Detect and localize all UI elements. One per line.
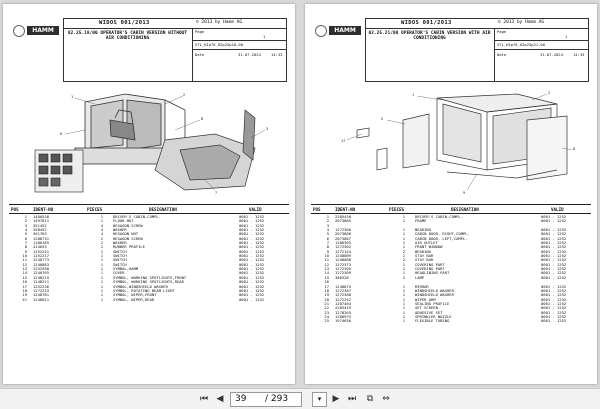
row-pos: 12 bbox=[324, 261, 329, 267]
svg-text:8: 8 bbox=[201, 117, 204, 121]
wirtgen-seal-icon bbox=[13, 25, 25, 37]
row-pos: 11 bbox=[22, 257, 27, 263]
row-designation: SWITCH bbox=[113, 257, 127, 263]
row-ident: 1272144 bbox=[335, 248, 352, 254]
row-pos: 23 bbox=[324, 309, 329, 315]
row-pieces: 1 bbox=[402, 218, 405, 224]
row-ident: 414653 bbox=[33, 244, 47, 250]
row-valid: 0001 - 1252 bbox=[239, 240, 265, 246]
row-pieces: 1 bbox=[402, 318, 405, 324]
row-valid: 0001 - 1252 bbox=[239, 274, 265, 280]
row-pieces: 1 bbox=[402, 270, 405, 276]
hamm-logo: HAMM bbox=[27, 26, 59, 35]
row-valid: 0001 - 1252 bbox=[541, 283, 567, 289]
row-valid: 0001 - 1252 bbox=[541, 227, 567, 233]
row-valid: 0001 - 1252 bbox=[541, 309, 567, 315]
row-designation: SYMBOL, WORKING SPOTLIGHTS,REAR bbox=[113, 279, 184, 285]
row-pos: 22 bbox=[324, 305, 329, 311]
row-pos: 13 bbox=[324, 266, 329, 272]
col-designation: DESIGNATION bbox=[451, 206, 479, 212]
row-pieces: 1 bbox=[402, 227, 405, 233]
row-designation: WINDSHIELD WASHER bbox=[415, 292, 454, 298]
row-ident: 1288731 bbox=[33, 235, 50, 241]
row-valid: 0001 - 1252 bbox=[239, 218, 265, 224]
row-designation: HEXAGON SCREW bbox=[113, 235, 143, 241]
row-designation: DRIVER'S CABIN,COMPL. bbox=[415, 214, 464, 219]
row-pos: 12 bbox=[22, 261, 27, 267]
row-valid: 0001 - 1252 bbox=[239, 222, 265, 228]
row-ident: 1974656 bbox=[335, 318, 352, 324]
col-valid: VALID bbox=[249, 206, 262, 212]
row-pieces: 1 bbox=[100, 244, 103, 250]
row-pos: 4 bbox=[24, 227, 27, 233]
row-pos: 5 bbox=[24, 231, 27, 237]
row-designation: ADHESIVE SET bbox=[415, 309, 443, 315]
catalog-title: WIDOS 001/2013 bbox=[401, 20, 452, 26]
group-title: 02.25.18/00 OPERATOR'S CABIN VERSION WITHOUT AIR CONDITIONING bbox=[67, 31, 188, 42]
row-pos: 14 bbox=[22, 270, 27, 276]
row-pieces: 2 bbox=[402, 274, 405, 280]
row-pieces: 1 bbox=[100, 287, 103, 293]
row-ident: 1248811 bbox=[33, 296, 50, 302]
row-pieces: 1 bbox=[402, 231, 405, 237]
row-valid: 0001 - 1252 bbox=[541, 235, 567, 241]
table-row bbox=[9, 298, 289, 302]
row-valid: 0001 - 1252 bbox=[239, 257, 265, 263]
row-ident: 2073885 bbox=[335, 218, 352, 224]
row-valid: 0001 - 1252 bbox=[239, 261, 265, 267]
page-dropdown[interactable]: ▾ bbox=[312, 392, 327, 407]
row-ident: 1240765 bbox=[33, 270, 50, 276]
svg-text:9: 9 bbox=[463, 191, 466, 195]
col-pieces: PIECES bbox=[87, 206, 103, 212]
row-designation: SYMBOL, WORKING SPOTLIGHTS,FRONT bbox=[113, 274, 187, 280]
row-valid: 0001 - 1252 bbox=[541, 318, 567, 324]
row-designation: WASHER bbox=[113, 240, 127, 246]
row-designation: BEARING bbox=[415, 248, 432, 254]
svg-text:1: 1 bbox=[71, 95, 74, 99]
hamm-logo: HAMM bbox=[329, 26, 361, 35]
row-designation: BEARING bbox=[415, 227, 432, 233]
row-designation: FLEXIBLE TUBING bbox=[415, 318, 450, 324]
row-valid: 0001 - 1252 bbox=[541, 274, 567, 280]
row-ident: 366528 bbox=[335, 274, 349, 280]
row-pos: 18 bbox=[22, 287, 27, 293]
row-valid: 0001 - 1252 bbox=[239, 244, 265, 250]
row-designation: HEADLINING PART bbox=[415, 270, 450, 276]
row-valid: 0001 - 1252 bbox=[239, 270, 265, 276]
row-ident: 1272302 bbox=[335, 244, 352, 250]
fit-width-icon[interactable]: ⇔ bbox=[382, 394, 390, 404]
row-pos: 13 bbox=[22, 266, 27, 272]
row-ident: 361763 bbox=[33, 231, 47, 237]
row-pieces: 4 bbox=[100, 222, 103, 228]
row-pos: 8 bbox=[326, 244, 329, 250]
row-pieces: 1 bbox=[100, 214, 103, 219]
row-pos: 16 bbox=[22, 279, 27, 285]
row-pos: 1 bbox=[24, 214, 27, 219]
row-pos: 41 bbox=[22, 296, 27, 302]
date-label: Date bbox=[195, 52, 205, 57]
group-title: 02.25.21/00 OPERATOR'S CABIN VERSION WITH AIR CONDITIONING bbox=[368, 31, 491, 42]
row-valid: 0001 - 1252 bbox=[239, 279, 265, 285]
row-pos: 2 bbox=[24, 218, 27, 224]
row-designation: LAMP bbox=[415, 274, 425, 280]
row-ident: 1272373 bbox=[335, 261, 352, 267]
row-pos: 17 bbox=[22, 283, 27, 289]
row-pieces: 1 bbox=[100, 253, 103, 259]
col-ident: IDENT-NO bbox=[33, 206, 54, 212]
row-ident: 1248215 bbox=[33, 274, 50, 280]
svg-text:6: 6 bbox=[60, 132, 63, 136]
catalog-title: WIDOS 001/2013 bbox=[99, 20, 150, 26]
row-pos: 14 bbox=[324, 270, 329, 276]
row-ident: 1272305 bbox=[335, 266, 352, 272]
last-page-icon[interactable]: ⏭ bbox=[347, 394, 357, 404]
svg-text:2: 2 bbox=[548, 91, 551, 95]
logo bbox=[315, 26, 355, 46]
row-valid: 0001 - 1252 bbox=[541, 296, 567, 302]
total-pages: / 293 bbox=[265, 394, 289, 404]
row-ident: 2285430 bbox=[335, 214, 352, 219]
row-ident: 1252217 bbox=[33, 253, 50, 259]
row-ident: 1248875 bbox=[335, 283, 352, 289]
row-ident: 1272233 bbox=[33, 287, 50, 293]
row-valid: 0001 - 1252 bbox=[541, 231, 567, 237]
row-pieces: 2 bbox=[100, 240, 103, 246]
row-valid: 0001 - 1252 bbox=[541, 240, 567, 246]
copyright: © 2013 by Hamm AG bbox=[196, 20, 243, 25]
row-designation: SYMBOL,WINDSHIELD WASHER bbox=[113, 283, 168, 289]
svg-text:6: 6 bbox=[573, 147, 576, 151]
row-ident: 2285419 bbox=[335, 305, 352, 311]
row-designation: FRONT WINDOW bbox=[415, 244, 443, 250]
time-value: 14:33 bbox=[573, 52, 585, 57]
row-ident: 351452 bbox=[33, 222, 47, 228]
row-pos: 2 bbox=[326, 218, 329, 224]
row-valid: 0001 - 1252 bbox=[541, 266, 567, 272]
row-pieces: 1 bbox=[100, 261, 103, 267]
row-pos: 19 bbox=[22, 292, 27, 298]
col-pos: POS bbox=[313, 206, 321, 212]
row-designation: FLOOR MAT bbox=[113, 218, 134, 224]
svg-text:2: 2 bbox=[183, 93, 186, 97]
row-designation: WINDSHIELD WASHER bbox=[415, 287, 454, 293]
row-pieces: 1 bbox=[402, 296, 405, 302]
parts-table-body bbox=[9, 215, 289, 302]
copyright: © 2013 by Hamm AG bbox=[498, 20, 545, 25]
row-pieces: 1 bbox=[100, 257, 103, 263]
row-pieces: 1 bbox=[402, 261, 405, 267]
col-ident: IDENT-NO bbox=[335, 206, 356, 212]
row-designation: WIPER ARM bbox=[415, 296, 436, 302]
logo bbox=[13, 26, 53, 46]
row-ident: 1278265 bbox=[335, 309, 352, 315]
row-valid: 0001 - 1252 bbox=[541, 313, 567, 319]
first-page-icon[interactable]: ⏮ bbox=[199, 394, 209, 404]
row-ident: 1252958 bbox=[33, 266, 50, 272]
row-designation: SWITCH bbox=[113, 248, 127, 254]
row-pieces: 1 bbox=[402, 300, 405, 306]
pdf-toolbar bbox=[0, 388, 600, 409]
row-pieces: 1 bbox=[402, 287, 405, 293]
row-designation: FRAME bbox=[415, 218, 427, 224]
row-valid: 0001 - 1252 bbox=[239, 235, 265, 241]
col-valid: VALID bbox=[551, 206, 564, 212]
row-valid: 0001 - 1252 bbox=[239, 296, 265, 302]
meta-box bbox=[494, 28, 589, 81]
document-page-right bbox=[305, 4, 597, 384]
row-pos: 4 bbox=[326, 227, 329, 233]
row-pieces: 2 bbox=[402, 253, 405, 259]
row-pieces: 1 bbox=[402, 240, 405, 246]
row-pieces: 1 bbox=[402, 292, 405, 298]
row-pos: 18 bbox=[324, 287, 329, 293]
row-designation: CABIN DOOR, LEFT,COMPL. bbox=[415, 235, 468, 241]
row-valid: 0001 - 1252 bbox=[541, 261, 567, 267]
current-page[interactable]: 39 bbox=[235, 394, 247, 404]
row-pos: 7 bbox=[326, 240, 329, 246]
row-pos: 8 bbox=[24, 244, 27, 250]
row-valid: 0001 - 1252 bbox=[541, 214, 567, 219]
row-ident: 2073886 bbox=[335, 231, 352, 237]
row-pos: 15 bbox=[324, 274, 329, 280]
row-designation: SYMBOL, WIPER,FRONT bbox=[113, 292, 157, 298]
doc-code: STL_HIp76_02p25p21-00 bbox=[497, 42, 546, 47]
row-designation: DRIVER'S CABIN,COMPL. bbox=[113, 214, 162, 219]
svg-text:5: 5 bbox=[381, 117, 384, 121]
row-ident: 358452 bbox=[33, 227, 47, 233]
row-pieces: 1 bbox=[100, 218, 103, 224]
page-number-field[interactable] bbox=[230, 392, 302, 407]
row-ident: 1240883 bbox=[33, 261, 50, 267]
row-pieces: 4 bbox=[100, 231, 103, 237]
row-designation: COVERING PART bbox=[415, 261, 445, 267]
row-pos: 10 bbox=[22, 253, 27, 259]
row-designation: SYMBOL, WIPER,REAR bbox=[113, 296, 155, 302]
row-valid: 0001 - 1252 bbox=[541, 244, 567, 250]
row-valid: 0001 - 1252 bbox=[239, 283, 265, 289]
row-ident: 1497811 bbox=[33, 218, 50, 224]
doc-code: STL_HIp76_02p25p18-00 bbox=[195, 42, 244, 47]
row-ident: 1248089 bbox=[335, 253, 352, 259]
row-pos: 10 bbox=[324, 253, 329, 259]
row-valid: 0001 - 1252 bbox=[239, 214, 265, 219]
row-pieces: 1 bbox=[100, 270, 103, 276]
row-pos: 1 bbox=[326, 214, 329, 219]
row-valid: 0001 - 1252 bbox=[239, 248, 265, 254]
row-pos: 3 bbox=[326, 222, 329, 228]
row-pos: 3 bbox=[24, 222, 27, 228]
cabin-frame-exploded-drawing bbox=[317, 90, 585, 198]
table-row bbox=[311, 319, 591, 323]
row-pos: 11 bbox=[324, 257, 329, 263]
row-ident: 1286305 bbox=[335, 240, 352, 246]
row-valid: 0001 - 1252 bbox=[541, 300, 567, 306]
row-ident: 1272300 bbox=[335, 227, 352, 233]
row-pieces: 1 bbox=[100, 296, 103, 302]
svg-text:3: 3 bbox=[266, 127, 269, 131]
row-designation: SWITCH bbox=[113, 253, 127, 259]
row-pieces: 1 bbox=[402, 313, 405, 319]
cabin-exploded-drawing bbox=[15, 90, 283, 198]
row-pieces: 1 bbox=[100, 279, 103, 285]
row-designation: HEXAGON NUT bbox=[113, 231, 139, 237]
row-valid: 0001 - 1252 bbox=[239, 266, 265, 272]
row-ident: 2073887 bbox=[335, 235, 352, 241]
parts-table-header bbox=[311, 204, 591, 214]
row-designation: STAY BAR bbox=[415, 257, 434, 263]
row-pieces: 4 bbox=[100, 227, 103, 233]
row-valid: 0001 - 1252 bbox=[541, 270, 567, 276]
row-designation: SPRINKLER NOZZLE bbox=[415, 313, 452, 319]
row-designation: SYMBOL, ROTATING BEAM LIGHT bbox=[113, 287, 175, 293]
page-label: Page bbox=[195, 29, 205, 34]
row-designation: COVER bbox=[113, 270, 125, 276]
row-pos: 6 bbox=[24, 235, 27, 241]
row-pieces: 2 bbox=[402, 248, 405, 254]
fit-page-icon[interactable]: ⧉ bbox=[366, 394, 374, 404]
row-pos: 21 bbox=[324, 300, 329, 306]
row-valid: 0001 - 1252 bbox=[541, 218, 567, 224]
row-valid: 0001 - 1252 bbox=[239, 227, 265, 233]
row-valid: 0001 - 1252 bbox=[239, 231, 265, 237]
row-valid: 0001 - 1252 bbox=[239, 292, 265, 298]
row-pos: 16 bbox=[324, 279, 329, 285]
row-ident: 1248211 bbox=[33, 279, 50, 285]
date-label: Date bbox=[497, 52, 507, 57]
row-designation: HEXAGON SCREW bbox=[113, 222, 143, 228]
row-pos: 20 bbox=[324, 296, 329, 302]
row-pieces: 1 bbox=[402, 214, 405, 219]
svg-text:17: 17 bbox=[341, 139, 346, 143]
row-ident: 1248088 bbox=[335, 257, 352, 263]
row-ident: 1248781 bbox=[33, 292, 50, 298]
row-designation: CABIN DOOR, RIGHT,COMPL. bbox=[415, 231, 470, 237]
row-ident: 1272252 bbox=[335, 296, 352, 302]
row-designation: SWITCH bbox=[113, 261, 127, 267]
row-pos: 15 bbox=[22, 274, 27, 280]
row-pos: 9 bbox=[24, 248, 27, 254]
row-pieces: 1 bbox=[100, 283, 103, 289]
row-pieces: 1 bbox=[402, 244, 405, 250]
page-header bbox=[63, 18, 287, 82]
row-pieces: 1 bbox=[402, 309, 405, 315]
col-designation: DESIGNATION bbox=[149, 206, 177, 212]
row-designation: SEALING PROFILE bbox=[415, 300, 450, 306]
row-ident: 1480538 bbox=[33, 214, 50, 219]
row-ident: 1280975 bbox=[335, 313, 352, 319]
row-ident: 1240773 bbox=[33, 257, 50, 263]
row-valid: 0001 - 1252 bbox=[541, 305, 567, 311]
row-pos: 6 bbox=[326, 235, 329, 241]
row-valid: 0001 - 1252 bbox=[541, 292, 567, 298]
row-pieces: 2 bbox=[402, 257, 405, 263]
row-valid: 0001 - 1252 bbox=[239, 253, 265, 259]
row-ident: 1272387 bbox=[335, 287, 352, 293]
parts-table-header bbox=[9, 204, 289, 214]
row-valid: 0001 - 1252 bbox=[541, 248, 567, 254]
page-label: Page bbox=[497, 29, 507, 34]
row-pieces: 2 bbox=[100, 235, 103, 241]
row-pos: 9 bbox=[326, 248, 329, 254]
row-designation: SYMBOL,HAMM bbox=[113, 266, 139, 272]
svg-text:1: 1 bbox=[412, 93, 415, 97]
row-pos: 7 bbox=[24, 240, 27, 246]
row-pos: 5 bbox=[326, 231, 329, 237]
page-header bbox=[365, 18, 589, 82]
row-pieces: 1 bbox=[402, 283, 405, 289]
row-pieces: 1 bbox=[100, 248, 103, 254]
date-value: 31.07.2024 bbox=[238, 52, 261, 57]
row-valid: 0001 - 1252 bbox=[541, 287, 567, 293]
row-designation: COVERING PART bbox=[415, 266, 445, 272]
row-pieces: 1 bbox=[100, 292, 103, 298]
page-value: 1 bbox=[263, 34, 266, 39]
row-designation: STAY BAR bbox=[415, 253, 434, 259]
row-pieces: 1 bbox=[402, 235, 405, 241]
row-designation: WASHER bbox=[113, 227, 127, 233]
row-designation: MIRROR bbox=[415, 283, 429, 289]
meta-box bbox=[192, 28, 287, 81]
row-ident: 1287484 bbox=[335, 300, 352, 306]
page-value: 1 bbox=[565, 34, 568, 39]
row-pos: 17 bbox=[324, 283, 329, 289]
time-value: 14:33 bbox=[271, 52, 283, 57]
row-ident: 1252241 bbox=[33, 248, 50, 254]
row-ident: 1252236 bbox=[33, 283, 50, 289]
row-designation: RUBBER PROFILE bbox=[113, 244, 146, 250]
next-page-icon[interactable]: ▶ bbox=[332, 394, 340, 404]
row-pos: 25 bbox=[324, 318, 329, 324]
svg-text:7: 7 bbox=[215, 191, 218, 195]
row-ident: 1272309 bbox=[335, 270, 352, 276]
parts-table-body bbox=[311, 215, 591, 324]
col-pieces: PIECES bbox=[389, 206, 405, 212]
row-valid: 0001 - 1252 bbox=[239, 287, 265, 293]
document-page-left bbox=[3, 4, 295, 384]
row-valid: 0001 - 1252 bbox=[541, 253, 567, 259]
row-ident: 1180185 bbox=[33, 240, 50, 246]
row-pieces: 1 bbox=[402, 266, 405, 272]
prev-page-icon[interactable]: ◀ bbox=[216, 394, 224, 404]
row-pieces: 1 bbox=[100, 274, 103, 280]
row-ident: 1272388 bbox=[335, 292, 352, 298]
row-pos: 19 bbox=[324, 292, 329, 298]
wirtgen-seal-icon bbox=[315, 25, 327, 37]
row-designation: SET SCREEN bbox=[415, 305, 438, 311]
row-valid: 0001 - 1252 bbox=[541, 257, 567, 263]
row-designation: AIR OUTLET bbox=[415, 240, 438, 246]
row-pieces: 1 bbox=[402, 305, 405, 311]
col-pos: POS bbox=[11, 206, 19, 212]
row-pos: 24 bbox=[324, 313, 329, 319]
date-value: 31.07.2024 bbox=[540, 52, 563, 57]
row-pieces: 1 bbox=[100, 266, 103, 272]
